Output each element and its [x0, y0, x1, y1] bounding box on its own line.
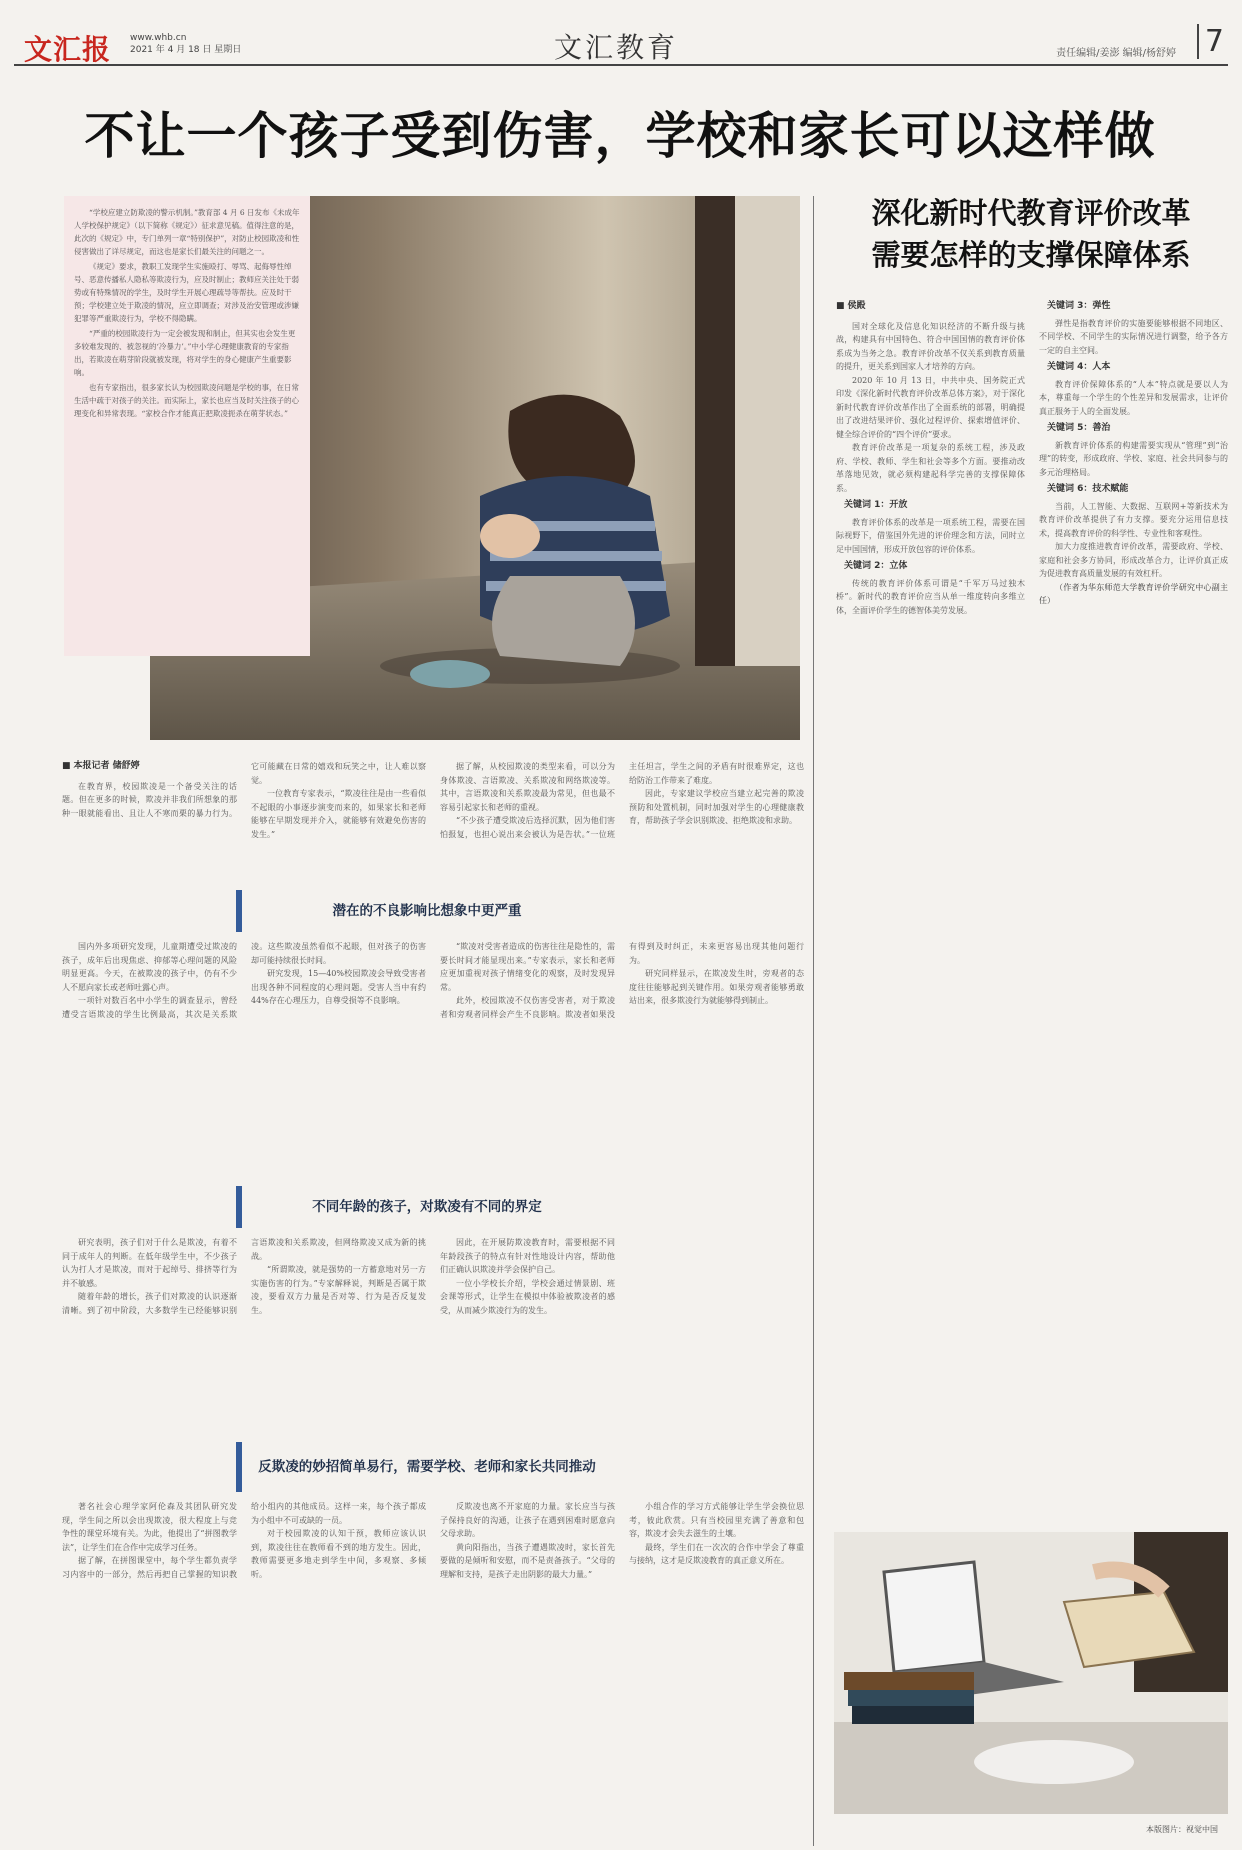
- keyword-heading: 关键词 3：弹性: [1047, 301, 1111, 311]
- keyword-heading: 关键词 1：开放: [844, 500, 908, 510]
- keyword-heading: 关键词 2：立体: [844, 561, 908, 571]
- editor-credits: 责任编辑/姜澎 编辑/杨舒婷: [1056, 48, 1176, 59]
- body-paragraph: 2020 年 10 月 13 日，中共中央、国务院正式印发《深化新时代教育评价改革总体方案》，对于深化新时代教育评价改革作出了全面系统的部署，明确提出了改进结果评价、强化过程评价、探索增值评价、健全综合评价的“四个评价”要求。: [836, 375, 1025, 439]
- body-paragraph: 教育评价改革是一项复杂的系统工程，涉及政府、学校、教师、学生和社会等多个方面。要推动改革落地见效，就必须构建起科学完善的支撑保障体系。: [836, 443, 1025, 493]
- right-title-line: 深化新时代教育评价改革: [871, 196, 1191, 230]
- section-name: 文汇教育: [554, 31, 679, 64]
- body-paragraph: 教育评价保障体系的“人本”特点就是要以人为本，尊重每一个学生的个性差异和发展需求，让评价真正服务于人的全面发展。: [1039, 379, 1228, 416]
- body-paragraph: “不少孩子遭受欺凌后选择沉默，因为他们害怕报复，也担心说出来会被认为是告状。”一位班主任坦言，学生之间的矛盾有时很难界定，这也给防治工作带来了难度。: [440, 762, 804, 839]
- body-paragraph: 一位教育专家表示，“欺凌往往是由一些看似不起眼的小事逐步演变而来的，如果家长和老师能够在早期发现并介入，就能够有效避免伤害的发生。”: [251, 789, 426, 839]
- body-paragraph: 因此，在开展防欺凌教育时，需要根据不同年龄段孩子的特点有针对性地设计内容，帮助他们正确认识欺凌并学会保护自己。: [440, 1238, 615, 1274]
- body-paragraph: 当前，人工智能、大数据、互联网+等新技术为教育评价改革提供了有力支撑。要充分运用信息技术，提高教育评价的科学性、专业性和客观性。: [1039, 501, 1228, 538]
- body-paragraph: “欺凌对受害者造成的伤害往往是隐性的，需要长时间才能显现出来。”专家表示，家长和老师应更加重视对孩子情绪变化的观察，及时发现异常。: [440, 942, 615, 992]
- site-url: www.whb.cn: [130, 33, 187, 43]
- photo-credit: 本版图片：视觉中国: [1146, 1825, 1218, 1834]
- section-subhead: 不同年龄的孩子，对欺凌有不同的界定: [236, 1186, 612, 1228]
- section-subhead: [236, 1442, 612, 1492]
- keyword-heading: 关键词 4：人本: [1047, 362, 1111, 372]
- body-paragraph: 黄向阳指出，当孩子遭遇欺凌时，家长首先要做的是倾听和安慰，而不是责备孩子。“父母的理解和支持，是孩子走出阴影的最大力量。”: [440, 1542, 615, 1579]
- masthead-meta: [130, 32, 241, 56]
- body-paragraph: 一位小学校长介绍，学校会通过情景剧、班会课等形式，让学生在模拟中体验被欺凌者的感受，从而减少欺凌行为的发生。: [440, 1278, 615, 1315]
- body-paragraph: 对于校园欺凌的认知干预，教师应该认识到，欺凌往往在教师看不到的地方发生。因此，教师需要更多地走到学生中间，多观察、多倾听。: [251, 1529, 426, 1579]
- body-paragraph: 研究同样显示，在欺凌发生时，旁观者的态度往往能够起到关键作用。如果旁观者能够勇敢站出来，很多欺凌行为就能够得到制止。: [629, 969, 804, 1005]
- article-intro-text: [62, 760, 804, 910]
- body-paragraph: 著名社会心理学家阿伦森及其团队研究发现，学生间之所以会出现欺凌，很大程度上与竞争性的课堂环境有关。为此，他提出了“拼图教学法”，让学生们在合作中完成学习任务。: [62, 1502, 237, 1552]
- right-title-line: 需要怎样的支撑保障体系: [871, 238, 1191, 272]
- body-paragraph: 研究发现，15—40%校园欺凌会导致受害者出现各种不同程度的心理问题。受害人当中有约44%存在心理压力，自尊受损等不良影响。: [251, 969, 426, 1005]
- body-paragraph: 因此，专家建议学校应当建立起完善的欺凌预防和处置机制，同时加强对学生的心理健康教育，帮助孩子学会识别欺凌、拒绝欺凌和求助。: [629, 789, 804, 825]
- body-paragraph: 传统的教育评价体系可谓是“千军万马过独木桥”。新时代的教育评价应当从单一维度转向多维立体，全面评价学生的德智体美劳发展。: [836, 578, 1025, 615]
- lead-summary-box: [64, 196, 310, 656]
- section-body-text: [62, 1236, 804, 1446]
- body-paragraph: 一项针对数百名中小学生的调查显示，曾经遭受言语欺凌的学生比例最高，其次是关系欺凌。这些欺凌虽然看似不起眼，但对孩子的伤害却可能持续很长时间。: [62, 942, 426, 1019]
- body-paragraph: 在教育界，校园欺凌是一个备受关注的话题。但在更多的时候，欺凌并非我们所想象的那种一眼就能看出、且让人不寒而栗的暴力行为。它可能藏在日常的嬉戏和玩笑之中，让人难以察觉。: [62, 762, 426, 818]
- body-paragraph: 新教育评价体系的构建需要实现从“管理”到“治理”的转变，形成政府、学校、家庭、社会共同参与的多元治理格局。: [1039, 440, 1228, 477]
- body-paragraph: 反欺凌也离不开家庭的力量。家长应当与孩子保持良好的沟通，让孩子在遇到困难时愿意向父母求助。: [440, 1502, 615, 1538]
- subhead-text: 反欺凌的妙招简单易行，需要学校、老师和家长共同推动: [258, 1459, 596, 1475]
- body-paragraph: 小组合作的学习方式能够让学生学会换位思考，彼此欣赏。只有当校园里充满了善意和包容，欺凌才会失去滋生的土壤。: [629, 1502, 804, 1538]
- lead-paragraph: 《规定》要求，教职工发现学生实施殴打、辱骂、起侮辱性绰号、恶意传播私人隐私等欺凌行为，应及时制止；教师应关注处于弱势或有特殊情况的学生，及时学生开展心理疏导等帮扶。应及时干预；学校建立处于欺凌的情况，应立即调查；对涉及治安管理或涉嫌犯罪等严重欺凌行为，学校不得隐瞒。: [74, 262, 299, 323]
- keyword-heading: 关键词 5：善治: [1047, 423, 1111, 433]
- body-paragraph: 研究表明，孩子们对于什么是欺凌，有着不同于成年人的判断。在低年级学生中，不少孩子认为打人才是欺凌，而对于起绰号、排挤等行为并不敏感。: [62, 1238, 237, 1288]
- page-number: 7: [1197, 24, 1224, 59]
- article-byline: ■ 本报记者 储舒婷: [62, 760, 237, 774]
- body-paragraph: “所谓欺凌，就是强势的一方蓄意地对另一方实施伤害的行为。”专家解释说，判断是否属于欺凌，要看双方力量是否对等、行为是否反复发生。: [251, 1265, 426, 1315]
- masthead: [14, 22, 1228, 66]
- section-subhead: 潜在的不良影响比想象中更严重: [236, 890, 612, 932]
- section-body-text: [62, 940, 804, 1180]
- body-paragraph: 加大力度推进教育评价改革，需要政府、学校、家庭和社会多方协同，形成改革合力，让评价真正成为促进教育高质量发展的有效杠杆。: [1039, 542, 1228, 578]
- lead-paragraph: “学校应建立防欺凌的警示机制。”教育部 4 月 6 日发布《未成年人学校保护规定》（以下简称《规定》）征求意见稿。值得注意的是，此次的《规定》中，专门单列一章“特别保护”，对防止校园欺凌和性侵害做出了详尽规定，而这也是家长们最关注的问题之一。: [74, 208, 300, 256]
- body-paragraph: 弹性是指教育评价的实施要能够根据不同地区、不同学校、不同学生的实际情况进行调整，给予各方一定的自主空间。: [1039, 318, 1228, 355]
- lead-paragraph: “严重的校园欺凌行为一定会被发现和制止，但其实也会发生更多较难发现的、被忽视的‘冷暴力’。”中小学心理健康教育的专家指出，若欺凌在萌芽阶段就被发现，将对学生的身心健康产生重要影响。: [74, 329, 296, 377]
- body-paragraph: 据了解，在拼图课堂中，每个学生都负责学习内容中的一部分，然后再把自己掌握的知识教给小组内的其他成员。这样一来，每个孩子都成为小组中不可或缺的一员。: [62, 1502, 426, 1579]
- lead-paragraph: 也有专家指出，很多家长认为校园欺凌问题是学校的事，在日常生活中疏于对孩子的关注。而实际上，家长也应当及时关注孩子的心理变化和异常表现。“家校合作才能真正把欺凌扼杀在萌芽状态。”: [74, 383, 299, 418]
- body-paragraph: 随着年龄的增长，孩子们对欺凌的认识逐渐清晰。到了初中阶段，大多数学生已经能够识别言语欺凌和关系欺凌，但网络欺凌又成为新的挑战。: [62, 1238, 426, 1315]
- body-paragraph: 此外，校园欺凌不仅伤害受害者，对于欺凌者和旁观者同样会产生不良影响。欺凌者如果没有得到及时纠正，未来更容易出现其他问题行为。: [440, 942, 804, 1019]
- body-paragraph: 教育评价体系的改革是一项系统工程，需要在国际视野下，借鉴国外先进的评价理念和方法，同时立足中国国情，形成开放包容的评价体系。: [836, 517, 1025, 554]
- right-article-title: [838, 192, 1224, 276]
- body-paragraph: 国内外多项研究发现，儿童期遭受过欺凌的孩子，成年后出现焦虑、抑郁等心理问题的风险明显更高。今天，在被欺凌的孩子中，仍有不少人不愿向家长或老师吐露心声。: [62, 942, 237, 992]
- body-paragraph: 国对全球化及信息化知识经济的不断升级与挑战，构建具有中国特色、符合中国国情的教育评价体系成为当务之急。教育评价改革不仅关系到教育质量的提升，更关系到国家人才培养的方向。: [836, 321, 1025, 371]
- right-article-body: [836, 300, 1228, 1514]
- author-note: （作者为华东师范大学教育评价学研究中心副主任）: [1039, 582, 1228, 605]
- desk-photo-laptop: [834, 1532, 1228, 1814]
- body-paragraph: 据了解，从校园欺凌的类型来看，可以分为身体欺凌、言语欺凌、关系欺凌和网络欺凌等。其中，言语欺凌和关系欺凌最为常见，但也最不容易引起家长和老师的重视。: [440, 762, 615, 812]
- keyword-heading: 关键词 6：技术赋能: [1047, 484, 1129, 494]
- page-headline: 不让一个孩子受到伤害，学校和家长可以这样做: [84, 107, 1156, 165]
- newspaper-logo: 文汇报: [24, 33, 112, 66]
- right-article-byline: ■ 侯殿: [836, 300, 1025, 314]
- issue-date: 2021 年 4 月 18 日 星期日: [130, 45, 242, 55]
- body-paragraph: 最终，学生们在一次次的合作中学会了尊重与接纳，这才是反欺凌教育的真正意义所在。: [629, 1542, 804, 1565]
- section-body-text: [62, 1500, 804, 1838]
